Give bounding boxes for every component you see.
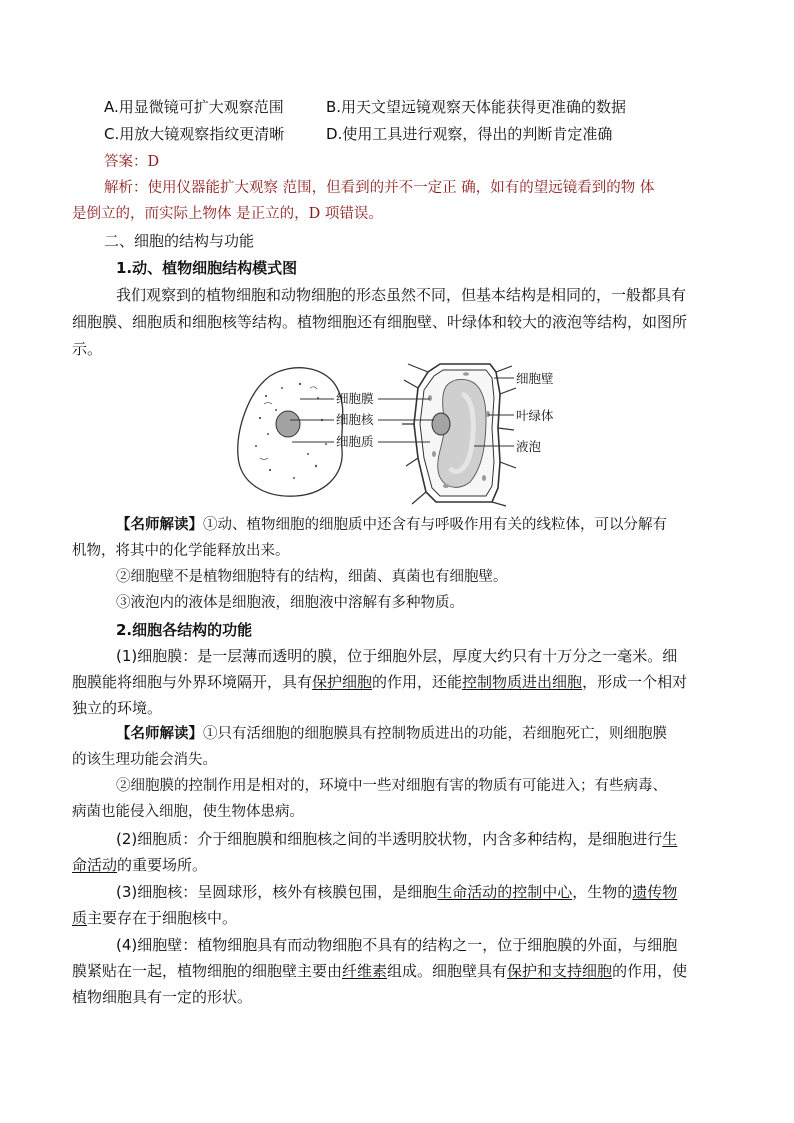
- analysis-line-2: 是倒立的，而实际上物体 是正立的，D 项错误。: [72, 206, 383, 222]
- teacher-note-2-line-3: ②细胞膜的控制作用是相对的，环境中一些对细胞有害的物质有可能进入；有些病毒、: [116, 778, 667, 794]
- membrane-line-1: (1)细胞膜：是一层薄而透明的膜，位于细胞外层，厚度大约只有十万分之一毫米。细: [116, 647, 678, 665]
- wall-line-3: 植物细胞具有一定的形状。: [72, 988, 253, 1006]
- analysis-line-1: 解析：使用仪器能扩大观察 范围，但看到的并不一定正 确，如有的望远镜看到的物 体: [104, 180, 655, 196]
- cell-diagram: [230, 358, 570, 508]
- underline-control: 控制物质进出细胞: [462, 673, 583, 691]
- answer-text: 答案：D: [104, 154, 160, 170]
- teacher-tag: 【名师解读】: [116, 516, 203, 533]
- section-heading: 二、细胞的结构与功能: [104, 232, 255, 250]
- teacher-note-2-line-1: 【名师解读】①只有活细胞的细胞膜具有控制物质进出的功能，若细胞死亡，则细胞膜: [116, 725, 667, 742]
- option-c: C.用放大镜观察指纹更清晰: [104, 125, 285, 143]
- teacher-note-1-line-4: ③液泡内的液体是细胞液，细胞液中溶解有多种物质。: [116, 595, 464, 611]
- wall-line-1: (4)细胞壁：植物细胞具有而动物细胞不具有的结构之一，位于细胞膜的外面，与细胞: [116, 936, 678, 954]
- cytoplasm-line-2: 命活动的重要场所。: [72, 856, 208, 874]
- membrane-line-3: 独立的环境。: [72, 699, 163, 717]
- teacher-note-1-line-1: 【名师解读】①动、植物细胞的细胞质中还含有与呼吸作用有关的线粒体，可以分解有: [116, 516, 667, 533]
- cytoplasm-line-1: (2)细胞质：介于细胞膜和细胞核之间的半透明胶状物，内含多种结构，是细胞进行生: [116, 830, 678, 848]
- option-d: D.使用工具进行观察，得出的判断肯定准确: [326, 125, 613, 143]
- nucleus-line-2: 质主要存在于细胞核中。: [72, 909, 238, 927]
- subsection-heading-2: 2.细胞各结构的功能: [116, 621, 253, 639]
- subsection-heading-1: 1.动、植物细胞结构模式图: [116, 259, 298, 277]
- intro-line-1: 我们观察到的植物细胞和动物细胞的形态虽然不同，但基本结构是相同的，一般都具有: [116, 286, 687, 304]
- animal-cell-illustration: [238, 368, 343, 496]
- intro-line-2: 细胞膜、细胞质和细胞核等结构。植物细胞还有细胞壁、叶绿体和较大的液泡等结构，如图所: [72, 313, 688, 331]
- plant-cell-illustration: [402, 364, 516, 506]
- teacher-note-2-line-2: 的该生理功能会消失。: [72, 752, 217, 768]
- nucleus-line-1: (3)细胞核：呈圆球形，核外有核膜包围，是细胞生命活动的控制中心，生物的遗传物: [116, 883, 678, 901]
- option-b: B.用天文望远镜观察天体能获得更准确的数据: [326, 98, 627, 116]
- label-nucleus: 细胞核: [336, 412, 374, 427]
- label-chloroplast: 叶绿体: [516, 408, 554, 423]
- label-cytoplasm: 细胞质: [336, 434, 374, 449]
- teacher-note-2-line-4: 病菌也能侵入细胞，使生物体患病。: [72, 804, 304, 820]
- teacher-tag-2: 【名师解读】: [116, 725, 203, 742]
- teacher-note-1-line-2: 机物，将其中的化学能释放出来。: [72, 543, 290, 559]
- label-vacuole: 液泡: [516, 439, 542, 454]
- wall-line-2: 膜紧贴在一起，植物细胞的细胞壁主要由纤维素组成。细胞壁具有保护和支持细胞的作用，使: [72, 962, 688, 980]
- underline-protect: 保护细胞: [312, 673, 373, 691]
- label-membrane: 细胞膜: [336, 391, 374, 406]
- teacher-note-1-line-3: ②细胞壁不是植物细胞特有的结构，细菌、真菌也有细胞壁。: [116, 569, 508, 585]
- membrane-line-2: 胞膜能将细胞与外界环境隔开，具有保护细胞的作用，还能控制物质进出细胞，形成一个相对: [72, 673, 688, 691]
- intro-line-3: 示。: [72, 340, 103, 358]
- option-a: A.用显微镜可扩大观察范围: [104, 98, 284, 116]
- label-wall: 细胞壁: [516, 371, 554, 386]
